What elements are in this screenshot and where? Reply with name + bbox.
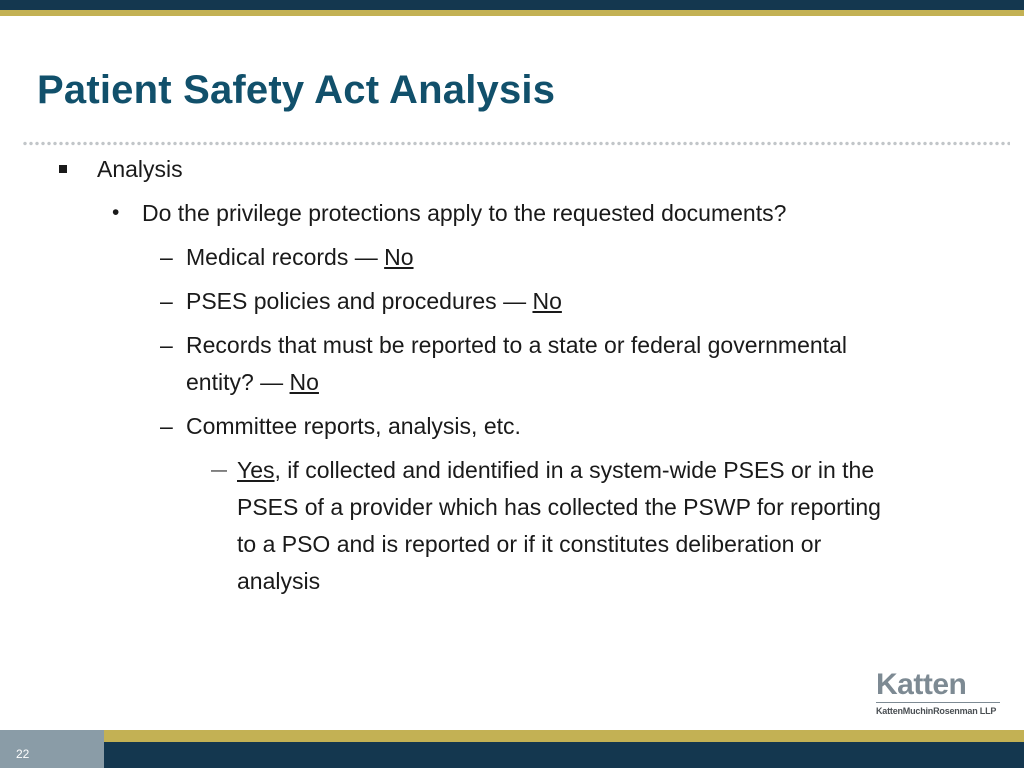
footer-band-gold [0,730,1024,742]
top-band-gold [0,10,1024,16]
sub-item-line4: analysis [237,568,321,594]
item-text: entity? — [186,369,290,395]
item-records-reported-line2 [186,364,319,401]
sub-item-answer: Yes [237,457,275,483]
top-band-navy [0,0,1024,10]
bullet-analysis: Analysis [97,156,183,182]
item-answer: No [384,244,414,270]
footer-band-navy [0,742,1024,768]
sub-item-line3: to a PSO and is reported or if it constitutes deliberation or [237,531,822,557]
slide-title: Patient Safety Act Analysis [37,68,556,112]
sub-item-line2: PSES of a provider which has collected the PSWP for reporting [237,494,881,520]
item-committee-reports: Committee reports, analysis, etc. [186,413,521,439]
item-medical-records [186,239,414,276]
katten-logo: Katten [876,668,967,701]
sub-item-line1 [237,452,874,489]
square-bullet-icon [59,165,67,173]
item-pses-policies [186,283,562,320]
dash-bullet-icon: – [160,413,173,439]
round-bullet-icon: • [112,201,120,224]
bullet-question: Do the privilege protections apply to the requested documents? [142,200,787,226]
dash-bullet-icon: – [160,332,173,358]
item-records-reported-line1: Records that must be reported to a state or federal governmental [186,332,847,358]
item-text: Medical records — [186,244,385,270]
item-answer: No [289,369,319,395]
dash-bullet-icon: – [160,244,173,270]
dotted-divider [22,140,1010,147]
item-answer: No [532,288,562,314]
item-text: PSES policies and procedures — [186,288,533,314]
sub-item-text: , if collected and identified in a system-wide PSES or in the [274,457,875,483]
dash-bullet-icon: – [160,288,173,314]
logo-firm-name: KattenMuchinRosenman LLP [876,706,997,716]
logo-divider [876,702,1000,703]
emdash-bullet-icon: — [211,462,227,479]
page-number: 22 [16,747,30,761]
